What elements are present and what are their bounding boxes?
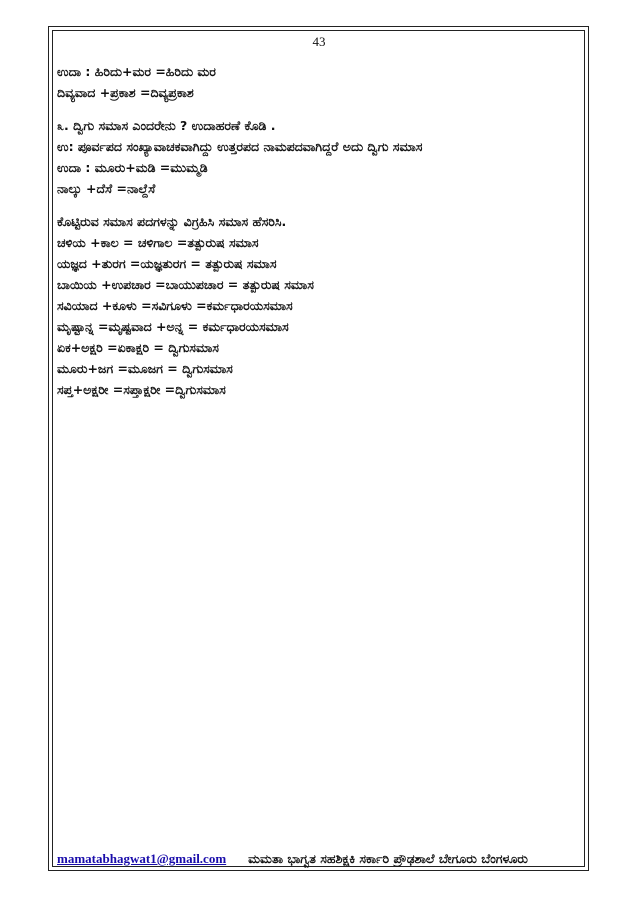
text-line: ದಿವ್ಯವಾದ +ಪ್ರಕಾಶ =ದಿವ್ಯಪ್ರಕಾಶ [57,85,194,100]
exercise-item: ಮೃಷ್ಟಾನ್ನ =ಮೃಷ್ಟವಾದ +ಅನ್ನ = ಕರ್ಮಧಾರಯಸಮಾಸ [57,319,289,334]
exercise-item: ಸಪ್ತ+ಅಕ್ಷರೀ =ಸಪ್ತಾಕ್ಷರೀ =ದ್ವಿಗುಸಮಾಸ [57,382,226,397]
example-block-1 [57,61,577,103]
exercise-block [57,211,577,400]
exercise-item: ಸವಿಯಾದ +ಕೂಳು =ಸವಿಗೂಳು =ಕರ್ಮಧಾರಯಸಮಾಸ [57,298,293,313]
exercise-item: ಏಕ+ಅಕ್ಷರಿ =ಏಕಾಕ್ಷರಿ = ದ್ವಿಗುಸಮಾಸ [57,340,219,355]
page-footer [57,851,585,867]
question-line: ೩. ದ್ವಿಗು ಸಮಾಸ ಎಂದರೇನು ? ಉದಾಹರಣೆ ಕೊಡಿ . [57,118,276,133]
exercise-item: ಯಜ್ಞದ +ತುರಗ =ಯಜ್ಞತುರಗ = ತತ್ಪುರುಷ ಸಮಾಸ [57,256,277,271]
exercise-item: ಬಾಯಿಯ +ಉಪಚಾರ =ಬಾಯುಪಚಾರ = ತತ್ಪುರುಷ ಸಮಾಸ [57,277,314,292]
text-line: ಉದಾ : ಹಿರಿದು+ಮರ =ಹಿರಿದು ಮರ [57,64,216,79]
text-line: ಉದಾ : ಮೂರು+ಮಡಿ =ಮುಮ್ಮಡಿ [57,160,208,175]
email-link[interactable]: mamatabhagwat1@gmail.com [57,851,227,866]
question-block-dvigu [57,115,577,199]
page-number: 43 [312,34,326,49]
footer-author-school: ಮಮತಾ ಭಾಗ್ವತ ಸಹಶಿಕ್ಷಕಿ ಸರ್ಕಾರಿ ಪ್ರೌಢಶಾಲೆ ಬೇಗೂರು ಬೆಂಗಳೂರು [248,851,528,866]
answer-line: ಉ: ಪೂರ್ವಪದ ಸಂಖ್ಯಾವಾಚಕವಾಗಿದ್ದು ಉತ್ತರಪದ ನಾಮಪದವಾಗಿದ್ದರೆ ಅದು ದ್ವಿಗು ಸಮಾಸ [57,139,423,154]
exercise-item: ಚಳಿಯ +ಕಾಲ = ಚಳಿಗಾಲ =ತತ್ಪುರುಷ ಸಮಾಸ [57,235,259,250]
exercise-item: ಮೂರು+ಜಗ =ಮೂಜಗ = ದ್ವಿಗುಸಮಾಸ [57,361,233,376]
exercise-heading: ಕೊಟ್ಟಿರುವ ಸಮಾಸ ಪದಗಳನ್ನು ವಿಗ್ರಹಿಸಿ ಸಮಾಸ ಹೆಸರಿಸಿ. [57,214,287,229]
page-content [57,61,577,400]
text-line: ನಾಲ್ಕು +ದೆಸೆ =ನಾಲ್ದೆಸೆ [57,181,156,196]
